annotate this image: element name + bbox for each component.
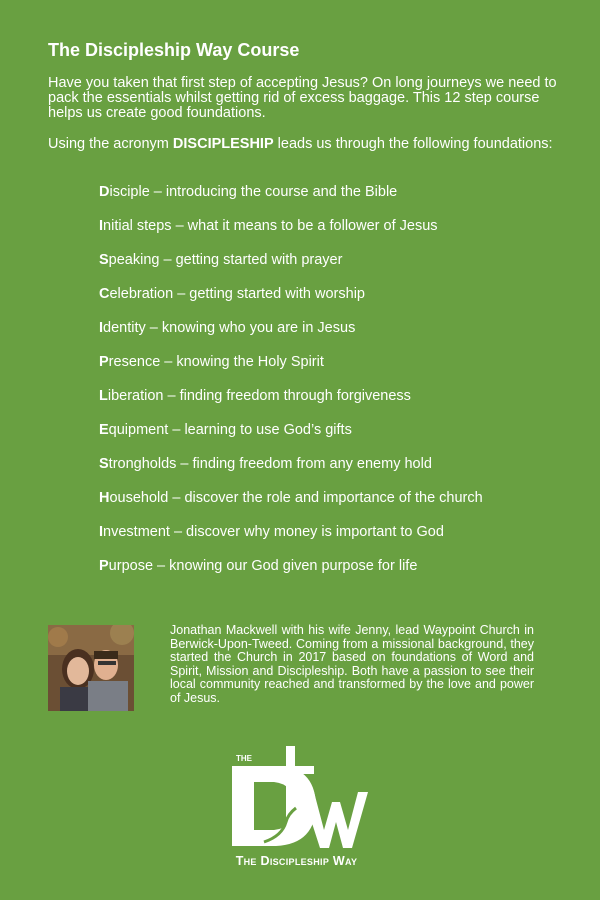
foundation-item [99, 285, 483, 319]
foundation-item [99, 319, 483, 353]
foundation-text: elebration – getting started with worship [109, 286, 365, 302]
bio-paragraph: Jonathan Mackwell with his wife Jenny, lead Waypoint Church in Berwick-Upon-Tweed. Coming from a missional background, they started the Church in 2017 based on foundations of Word and Spirit, Mission and Discipleship. Both have a passion to see their local community reached and transformed by the love and power of Jesus. [170, 623, 534, 705]
foundations-list [99, 183, 483, 591]
foundation-letter: I [99, 524, 104, 540]
couple-photo-illustration [48, 625, 134, 711]
foundation-item [99, 421, 483, 455]
foundation-letter: P [99, 558, 109, 574]
foundation-letter: I [99, 320, 104, 336]
foundation-item [99, 183, 483, 217]
foundation-text: trongholds – finding freedom from any enemy hold [108, 456, 432, 472]
foundation-letter: L [99, 388, 108, 404]
foundation-text: peaking – getting started with prayer [108, 252, 343, 268]
foundation-item [99, 217, 483, 251]
foundation-text: nitial steps – what it means to be a follower of Jesus [103, 218, 438, 234]
foundation-item [99, 353, 483, 387]
logo-caption: The Discipleship Way [235, 854, 358, 868]
couple-photo [48, 625, 134, 711]
foundation-text: ousehold – discover the role and importance of the church [109, 490, 483, 506]
foundation-letter: C [99, 286, 110, 302]
intro-paragraph: Have you taken that first step of accepting Jesus? On long journeys we need to pack the essentials whilst getting rid of excess baggage. This 12 step course helps us create good foundations. [48, 75, 557, 121]
foundation-item [99, 455, 483, 489]
logo-the-text: THE [236, 754, 252, 763]
foundation-item [99, 557, 483, 591]
foundation-item [99, 489, 483, 523]
foundation-text: quipment – learning to use God’s gifts [108, 422, 352, 438]
foundation-text: nvestment – discover why money is important to God [103, 524, 444, 540]
foundation-letter: I [99, 218, 104, 234]
foundation-text: resence – knowing the Holy Spirit [108, 354, 324, 370]
foundation-text: dentity – knowing who you are in Jesus [103, 320, 356, 336]
foundation-text: iberation – finding freedom through forgiveness [107, 388, 411, 404]
foundation-letter: S [99, 252, 109, 268]
foundation-letter: S [99, 456, 109, 472]
foundation-letter: P [99, 354, 109, 370]
acronym-intro-before: Using the acronym [48, 136, 173, 152]
foundation-text: isciple – introducing the course and the Bible [109, 184, 398, 200]
foundation-letter: D [99, 184, 110, 200]
acronym-intro-paragraph [48, 137, 558, 152]
foundation-item [99, 523, 483, 557]
foundation-item [99, 387, 483, 421]
logo-mark [232, 746, 368, 848]
acronym-intro-after: leads us through the following foundations: [273, 136, 553, 152]
acronym-word: DISCIPLESHIP [172, 136, 274, 152]
foundation-letter: H [99, 490, 110, 506]
page-title: The Discipleship Way Course [48, 40, 300, 60]
foundation-text: urpose – knowing our God given purpose for life [108, 558, 418, 574]
foundation-letter: E [99, 422, 109, 438]
foundation-item [99, 251, 483, 285]
